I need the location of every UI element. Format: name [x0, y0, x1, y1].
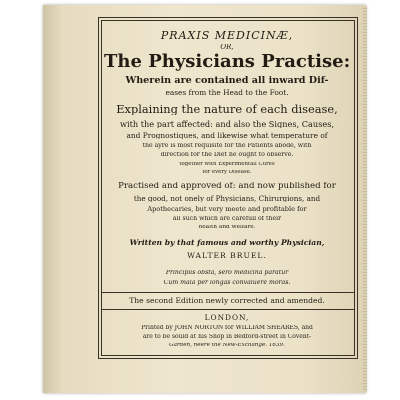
explain-line-4: the ayre is most requisite for the Patients abode, with	[142, 143, 312, 149]
explain-line-1: Explaining the nature of each disease,	[116, 104, 338, 116]
author-name: WALTER BRUEL.	[187, 252, 267, 260]
practised-line-4: all such which are carefull of their	[172, 216, 282, 222]
explain-line-7: for every Disease.	[202, 170, 252, 175]
rule-above-edition	[101, 292, 354, 293]
author-line: Written by that famous and worthy Physician,	[129, 239, 325, 247]
explain-line-3: and Prognostiques, and likewise what temperature of	[126, 132, 328, 140]
main-title: The Physicians Practise:	[104, 53, 350, 71]
page-edges	[363, 6, 367, 392]
explain-line-5: direction for the Diet he ought to observe.	[160, 152, 294, 158]
rule-below-edition	[101, 309, 354, 310]
motto-line-1: Principiis obsta, sero medicina paratur	[165, 270, 289, 276]
subtitle-line-2: eases from the Head to the Foot.	[165, 89, 289, 97]
practised-line-1: Practised and approved of: and now published for	[118, 182, 336, 191]
explain-line-6: together with Experimentall Cures	[179, 162, 275, 167]
imprint-line-1: Printed by JOHN NORTON for WILLIAM SHEARES, and	[141, 325, 313, 331]
imprint-line-3: Garden, neere the New-Exchange. 1639.	[169, 343, 285, 348]
explain-line-2: with the part affected: and also the Signes, Causes,	[119, 120, 335, 129]
practised-line-5: health and welfare.	[198, 225, 256, 230]
subtitle-line-1: Wherein are contained all inward Dif-	[125, 76, 329, 86]
place-of-publication: LONDON,	[204, 314, 250, 322]
practised-line-2: the good, not onely of Physicians, Chirurgions, and	[133, 195, 321, 203]
practised-line-3: Apothecaries, but very meete and profitable for	[147, 206, 307, 213]
imprint-line-2: are to be sould at his Shop in Bedford-street in Covent-	[142, 334, 312, 340]
header-title: PRAXIS MEDICINÆ,	[160, 30, 294, 41]
motto-line-2: Cum mala per longas convaluere moras.	[163, 280, 291, 286]
edition-note: The second Edition newly corrected and amended.	[129, 297, 325, 305]
or-line: OR,	[220, 44, 234, 51]
